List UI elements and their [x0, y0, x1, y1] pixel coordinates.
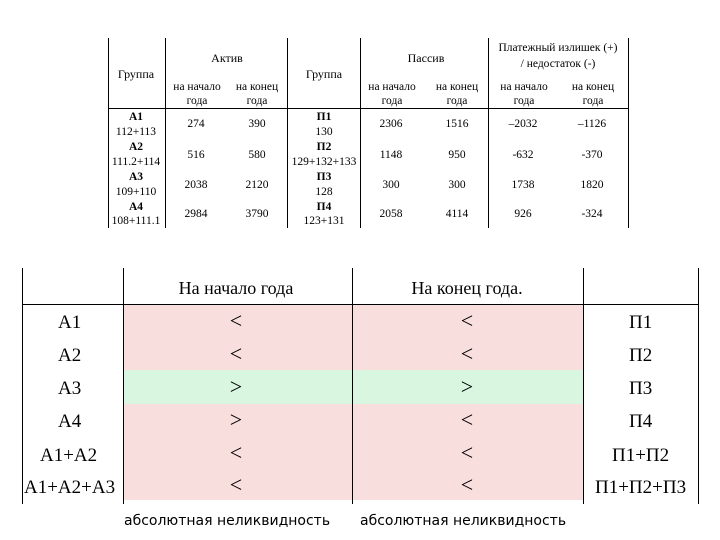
assets-end-header: на конец — [235, 81, 279, 93]
surplus-start: 926 — [514, 208, 532, 220]
liability-label: П4 — [629, 411, 653, 432]
surplus-end-header: на конец — [571, 81, 615, 93]
liability-label: П3 — [629, 378, 653, 399]
row-band-red — [123, 436, 583, 470]
end-comparison: > — [460, 374, 474, 399]
liab-start: 300 — [382, 179, 400, 191]
end-comparison: < — [460, 407, 474, 432]
asset-end: 390 — [248, 118, 266, 130]
liab-end: 300 — [448, 179, 466, 191]
asset-codes: 109+110 — [115, 186, 157, 198]
asset-end: 2120 — [245, 179, 269, 191]
asset-label: А1 — [58, 312, 82, 333]
liab-codes: 128 — [315, 186, 333, 198]
asset-codes: 108+111.1 — [111, 215, 161, 227]
surplus-end: -370 — [581, 149, 603, 161]
liab-group: П2 — [316, 141, 332, 153]
asset-end: 3790 — [245, 208, 269, 220]
header-separator — [108, 108, 628, 109]
liab-start: 2306 — [379, 118, 403, 130]
liab-start: 2058 — [379, 208, 403, 220]
group-header: Группа — [305, 67, 343, 81]
assets-header: Актив — [211, 51, 243, 65]
surplus-start: 1738 — [511, 179, 535, 191]
row-band-red — [123, 404, 583, 436]
liab-start-header: на начало — [368, 81, 416, 93]
asset-start: 2038 — [184, 179, 208, 191]
liab-end: 1516 — [445, 118, 469, 130]
asset-label: А3 — [58, 378, 82, 399]
start-comparison: > — [229, 407, 243, 432]
grid-line — [123, 268, 124, 504]
start-comparison: < — [229, 472, 243, 497]
footer-start-conclusion: абсолютная неликвидность — [124, 513, 331, 529]
liabilities-header: Пассив — [407, 51, 445, 65]
liab-start: 1148 — [379, 149, 403, 161]
start-comparison: < — [229, 308, 243, 333]
end-comparison: < — [460, 472, 474, 497]
grid-line — [583, 268, 584, 504]
asset-label: А2 — [58, 345, 82, 366]
end-comparison: < — [460, 308, 474, 333]
liab-end: 4114 — [445, 208, 469, 220]
group-header: Группа — [117, 67, 155, 81]
row-band-red — [123, 470, 583, 500]
surplus-start-year: года — [513, 95, 535, 107]
asset-group: А2 — [128, 141, 144, 153]
liability-label: П1 — [629, 312, 653, 333]
start-comparison: > — [229, 374, 243, 399]
footer-end-conclusion: абсолютная неликвидность — [360, 513, 567, 529]
liab-codes: 129+132+133 — [291, 156, 357, 168]
asset-codes: 112+113 — [115, 126, 157, 138]
liab-end-header: на конец — [435, 81, 479, 93]
asset-start: 274 — [187, 118, 205, 130]
surplus-start: –2032 — [508, 118, 538, 130]
grid-line — [352, 268, 353, 504]
start-of-year-header: На начало года — [178, 278, 294, 298]
liab-end: 950 — [448, 149, 466, 161]
assets-start-header: на начало — [173, 81, 221, 93]
asset-start: 2984 — [184, 208, 208, 220]
table-border-left — [108, 38, 109, 228]
liab-end-year: года — [446, 95, 468, 107]
assets-start-year: года — [186, 95, 208, 107]
asset-group: А3 — [128, 171, 144, 183]
liability-label: П2 — [629, 345, 653, 366]
liab-group: П4 — [316, 201, 332, 213]
liab-group: П3 — [316, 171, 332, 183]
table-border-right — [628, 38, 629, 228]
grid-line — [22, 268, 23, 504]
asset-end: 580 — [248, 149, 266, 161]
liab-group: П1 — [316, 111, 332, 123]
asset-start: 516 — [187, 149, 205, 161]
liability-label: П1+П2+П3 — [595, 477, 687, 498]
end-comparison: < — [460, 440, 474, 465]
liab-codes: 130 — [315, 126, 333, 138]
start-comparison: < — [229, 341, 243, 366]
table-divider — [165, 38, 166, 228]
surplus-header-line2: / недостаток (-) — [520, 58, 596, 70]
row-band-green — [123, 370, 583, 404]
table-divider — [360, 38, 361, 228]
liab-start-year: года — [381, 95, 403, 107]
asset-label: А1+А2 — [40, 445, 98, 466]
liab-codes: 123+131 — [303, 215, 345, 227]
surplus-end: 1820 — [580, 179, 604, 191]
grid-line — [698, 268, 699, 504]
surplus-start-header: на начало — [500, 81, 548, 93]
end-comparison: < — [460, 341, 474, 366]
surplus-end-year: года — [582, 95, 604, 107]
asset-label: А1+А2+А3 — [24, 477, 116, 498]
table-divider — [488, 38, 489, 228]
surplus-header: Платежный излишек (+) — [498, 42, 618, 54]
asset-group: А4 — [128, 201, 144, 213]
liability-label: П1+П2 — [612, 445, 670, 466]
surplus-start: -632 — [512, 149, 534, 161]
start-comparison: < — [229, 440, 243, 465]
row-band-red — [123, 304, 583, 338]
row-band-red — [123, 338, 583, 370]
assets-end-year: года — [246, 95, 268, 107]
surplus-end: –1126 — [577, 118, 607, 130]
table-divider — [287, 38, 288, 228]
asset-group: А1 — [128, 111, 144, 123]
end-of-year-header: На конец года. — [411, 278, 523, 298]
surplus-end: -324 — [581, 208, 603, 220]
asset-codes: 111.2+114 — [111, 156, 161, 168]
asset-label: А4 — [58, 411, 82, 432]
